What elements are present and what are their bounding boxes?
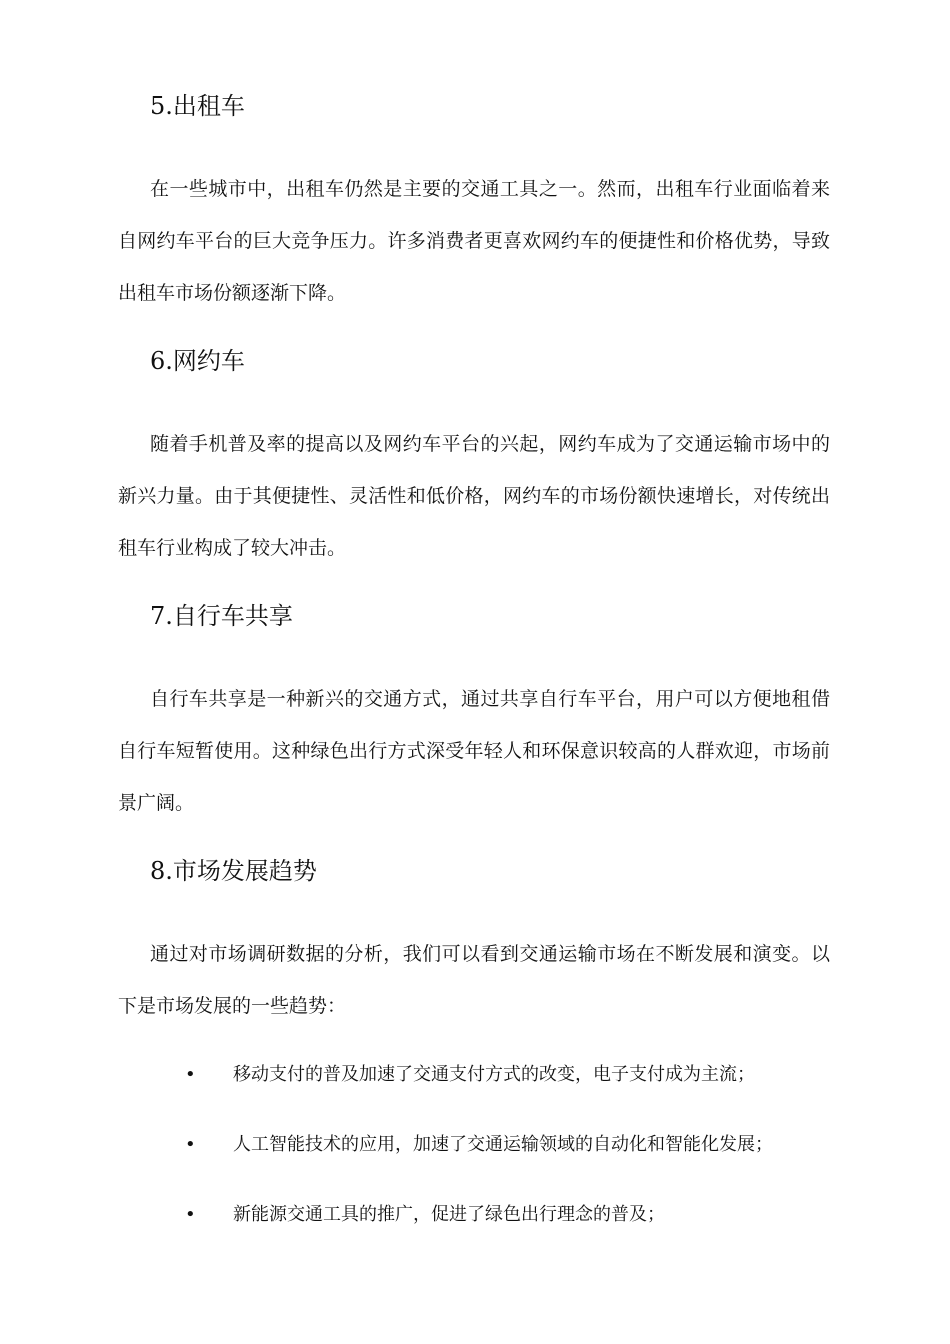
section-heading-market-trends: 8.市场发展趋势 <box>150 857 317 885</box>
bullet-icon: • <box>185 1064 196 1085</box>
bullet-icon: • <box>185 1204 196 1225</box>
bullet-text: 移动支付的普及加速了交通支付方式的改变，电子支付成为主流； <box>233 1064 755 1085</box>
section-paragraph-taxi: 在一些城市中，出租车仍然是主要的交通工具之一。然而，出租车行业面临着来自网约车平台的巨大竞争压力。许多消费者更喜欢网约车的便捷性和价格优势，导致出租车市场份额逐渐下降。 <box>118 178 830 304</box>
section-heading-taxi: 5.出租车 <box>150 92 245 120</box>
section-paragraph-ride-hailing: 随着手机普及率的提高以及网约车平台的兴起，网约车成为了交通运输市场中的新兴力量。由于其便捷性、灵活性和低价格，网约车的市场份额快速增长，对传统出租车行业构成了较大冲击。 <box>118 433 830 559</box>
section-heading-ride-hailing: 6.网约车 <box>150 347 245 375</box>
section-heading-bike-sharing: 7.自行车共享 <box>150 602 293 630</box>
bullet-item <box>185 1130 835 1160</box>
bullet-icon: • <box>185 1134 196 1155</box>
bullet-text: 新能源交通工具的推广，促进了绿色出行理念的普及； <box>233 1204 665 1225</box>
section-paragraph-market-trends: 通过对市场调研数据的分析，我们可以看到交通运输市场在不断发展和演变。以下是市场发展的一些趋势： <box>118 943 830 1017</box>
bullet-text: 人工智能技术的应用，加速了交通运输领域的自动化和智能化发展； <box>233 1134 773 1155</box>
bullet-item <box>185 1060 835 1090</box>
bullet-item <box>185 1200 835 1230</box>
section-paragraph-bike-sharing: 自行车共享是一种新兴的交通方式，通过共享自行车平台，用户可以方便地租借自行车短暂使用。这种绿色出行方式深受年轻人和环保意识较高的人群欢迎，市场前景广阔。 <box>118 688 830 814</box>
